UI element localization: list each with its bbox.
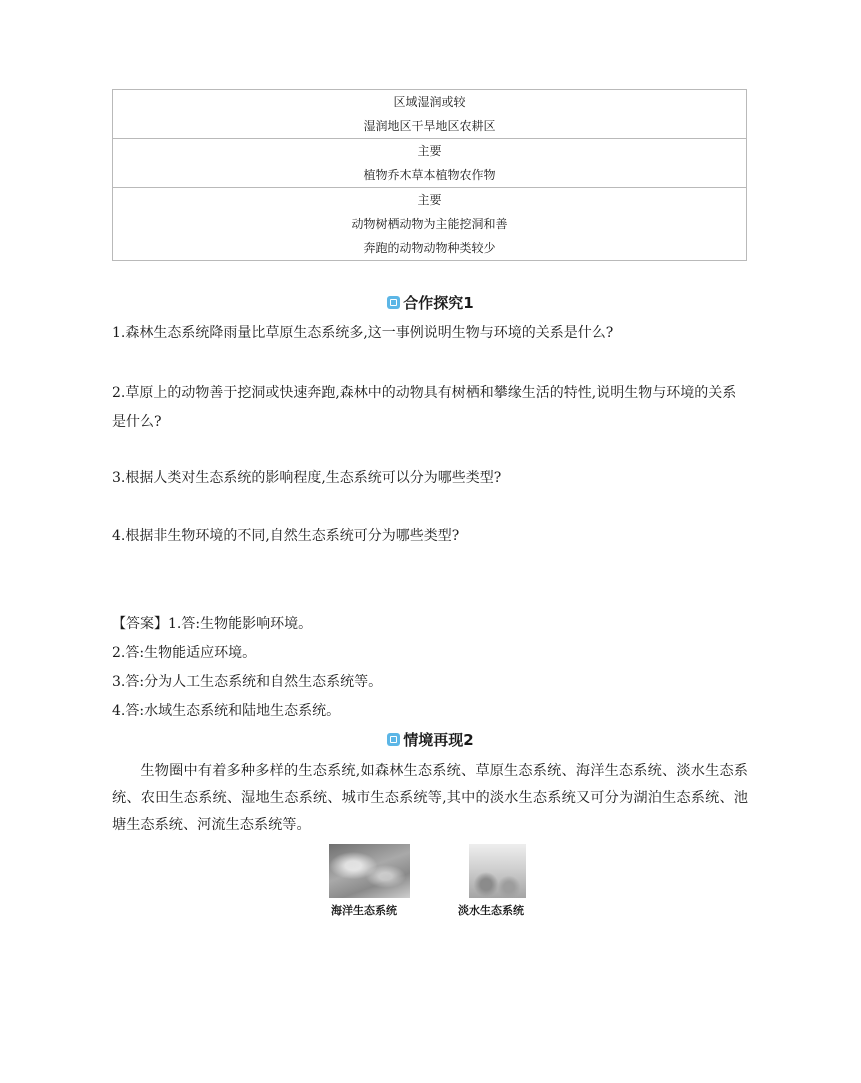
- notebook-icon: [387, 733, 400, 746]
- section-heading: 情境再现2: [0, 730, 861, 750]
- answer-line: 3.答:分为人工生态系统和自然生态系统等。: [112, 674, 383, 690]
- table-cell: 区域湿润或较: [393, 95, 466, 109]
- question-4: 4.根据非生物环境的不同,自然生态系统可分为哪些类型?: [112, 528, 460, 544]
- table-cell: 动物树栖动物为主能挖洞和善: [351, 217, 508, 231]
- image-caption: 淡水生态系统: [458, 904, 524, 917]
- ocean-ecosystem-photo: [329, 844, 410, 898]
- table-row: [113, 187, 746, 260]
- ecosystem-table: [112, 89, 747, 261]
- question-2: 2.草原上的动物善于挖洞或快速奔跑,森林中的动物具有树栖和攀缘生活的特性,说明生物与环境的关系是什么?: [112, 385, 737, 430]
- image-caption: 海洋生态系统: [331, 904, 397, 917]
- table-row: [113, 138, 746, 187]
- answer-line: 4.答:水域生态系统和陆地生态系统。: [112, 703, 341, 719]
- table-cell: 主要: [417, 193, 442, 207]
- table-row: [113, 90, 746, 138]
- notebook-icon: [387, 296, 400, 309]
- question-1: 1.森林生态系统降雨量比草原生态系统多,这一事例说明生物与环境的关系是什么?: [112, 325, 614, 341]
- table-cell: 湿润地区干旱地区农耕区: [363, 119, 496, 133]
- answer-line: 2.答:生物能适应环境。: [112, 645, 257, 661]
- table-cell: 奔跑的动物动物种类较少: [363, 241, 496, 255]
- question-3: 3.根据人类对生态系统的影响程度,生态系统可以分为哪些类型?: [112, 470, 502, 486]
- table-cell: 主要: [417, 144, 442, 158]
- scenario-paragraph: 生物圈中有着多种多样的生态系统,如森林生态系统、草原生态系统、海洋生态系统、淡水生态系统、农田生态系统、湿地生态系统、城市生态系统等,其中的淡水生态系统又可分为湖泊生态系统、池塘生态系统、河流生态系统等。: [112, 763, 748, 833]
- answer-line: 【答案】1.答:生物能影响环境。: [112, 616, 313, 632]
- table-cell: 植物乔木草本植物农作物: [363, 168, 496, 182]
- section-heading: 合作探究1: [0, 293, 861, 313]
- freshwater-ecosystem-photo: [469, 844, 526, 898]
